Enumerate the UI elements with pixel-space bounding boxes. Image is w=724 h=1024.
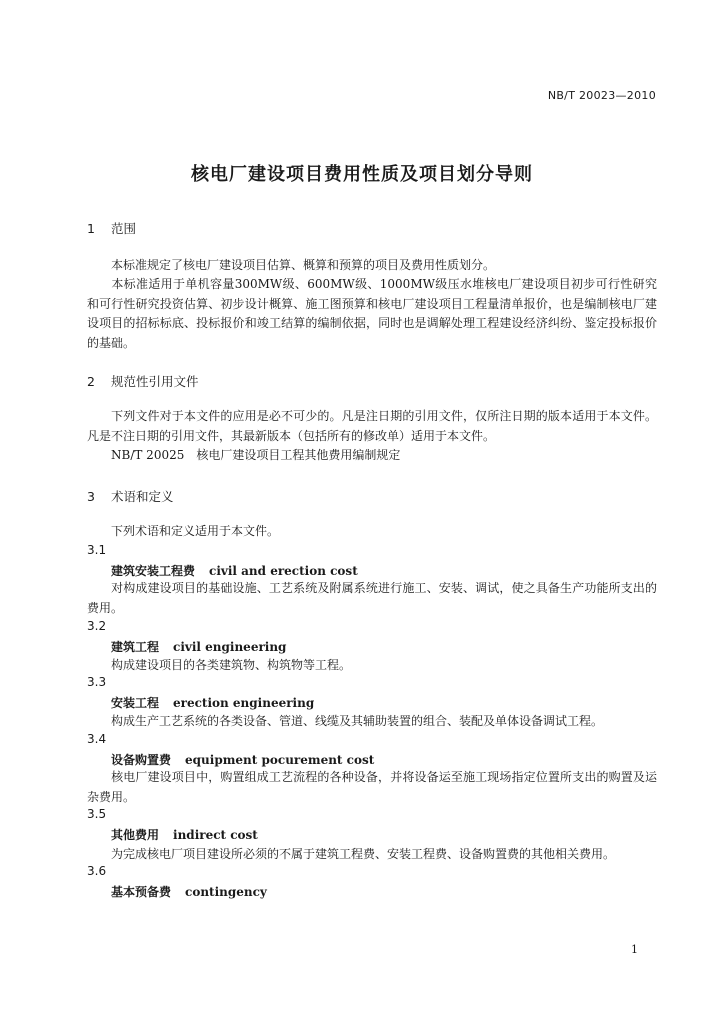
term-cn: 设备购置费 [111, 753, 172, 767]
section-2-heading [87, 372, 199, 390]
term-en: civil engineering [173, 640, 287, 654]
term-number: 3.1 [87, 543, 107, 557]
term-heading [111, 562, 358, 579]
section-1-para-2-text: 本标准适用于单机容量300MW级、600MW级、1000MW级压水堆核电厂建设项目初步可行性研究和可行性研究投资估算、初步设计概算、施工图预算和核电厂建设项目工程量清单报价，也是编制核电厂建设项目的招标标底、投标报价和竣工结算的编制依据，同时也是调解处理工程建设经济纠纷、鉴定投标报价的基础。 [87, 277, 657, 350]
term-cn: 建筑工程 [111, 640, 160, 654]
section-1-para-1-text: 本标准规定了核电厂建设项目估算、概算和预算的项目及费用性质划分。 [111, 258, 496, 272]
term-heading [111, 883, 267, 900]
term-number: 3.2 [87, 619, 107, 633]
term-definition [87, 579, 657, 618]
section-2-para-1-text: 下列文件对于本文件的应用是必不可少的。凡是注日期的引用文件，仅所注日期的版本适用于本文件。凡是不注日期的引用文件，其最新版本（包括所有的修改单）适用于本文件。 [87, 409, 657, 443]
section-2-number: 2 [87, 374, 95, 389]
term-en: erection engineering [173, 696, 315, 710]
term-en: contingency [185, 885, 267, 899]
term-definition: 构成生产工艺系统的各类设备、管道、线缆及其辅助装置的组合、装配及单体设备调试工程。 [111, 714, 604, 728]
term-cn: 基本预备费 [111, 885, 172, 899]
page-number: 1 [631, 943, 638, 956]
term-definition: 构成建设项目的各类建筑物、构筑物等工程。 [111, 658, 352, 672]
term-number: 3.3 [87, 675, 107, 689]
document-title: 核电厂建设项目费用性质及项目划分导则 [191, 164, 533, 185]
section-1-para-2 [87, 275, 657, 353]
term-number: 3.4 [87, 732, 107, 746]
term-en: indirect cost [173, 828, 258, 842]
term-en: civil and erection cost [209, 564, 358, 578]
normative-reference: NB/T 20025 核电厂建设项目工程其他费用编制规定 [111, 448, 401, 462]
term-cn: 安装工程 [111, 696, 160, 710]
section-1-para-1 [87, 256, 657, 276]
standard-code: NB/T 20023—2010 [547, 89, 656, 102]
section-2-para-1 [87, 407, 657, 446]
term-cn: 其他费用 [111, 828, 160, 842]
section-1-heading [87, 219, 136, 237]
term-heading [111, 751, 374, 768]
term-number: 3.6 [87, 864, 107, 878]
section-1-title: 范围 [110, 221, 136, 236]
section-1-number: 1 [87, 221, 95, 236]
term-definition-text: 核电厂建设项目中，购置组成工艺流程的各种设备，并将设备运至施工现场指定位置所支出的购置及运杂费用。 [87, 770, 657, 804]
term-definition-text: 对构成建设项目的基础设施、工艺系统及附属系统进行施工、安装、调试，使之具备生产功能所支出的费用。 [87, 581, 657, 615]
term-number: 3.5 [87, 807, 107, 821]
section-3-title: 术语和定义 [110, 489, 174, 504]
term-heading [111, 638, 286, 655]
term-heading [111, 694, 314, 711]
term-definition [87, 768, 657, 807]
section-3-number: 3 [87, 489, 95, 504]
section-2-title: 规范性引用文件 [110, 374, 199, 389]
term-definition: 为完成核电厂项目建设所必须的不属于建筑工程费、安装工程费、设备购置费的其他相关费用。 [111, 847, 616, 861]
term-cn: 建筑安装工程费 [111, 564, 196, 578]
section-3-heading [87, 487, 174, 505]
section-3-intro: 下列术语和定义适用于本文件。 [111, 524, 280, 538]
term-heading [111, 826, 258, 843]
term-en: equipment pocurement cost [185, 753, 375, 767]
